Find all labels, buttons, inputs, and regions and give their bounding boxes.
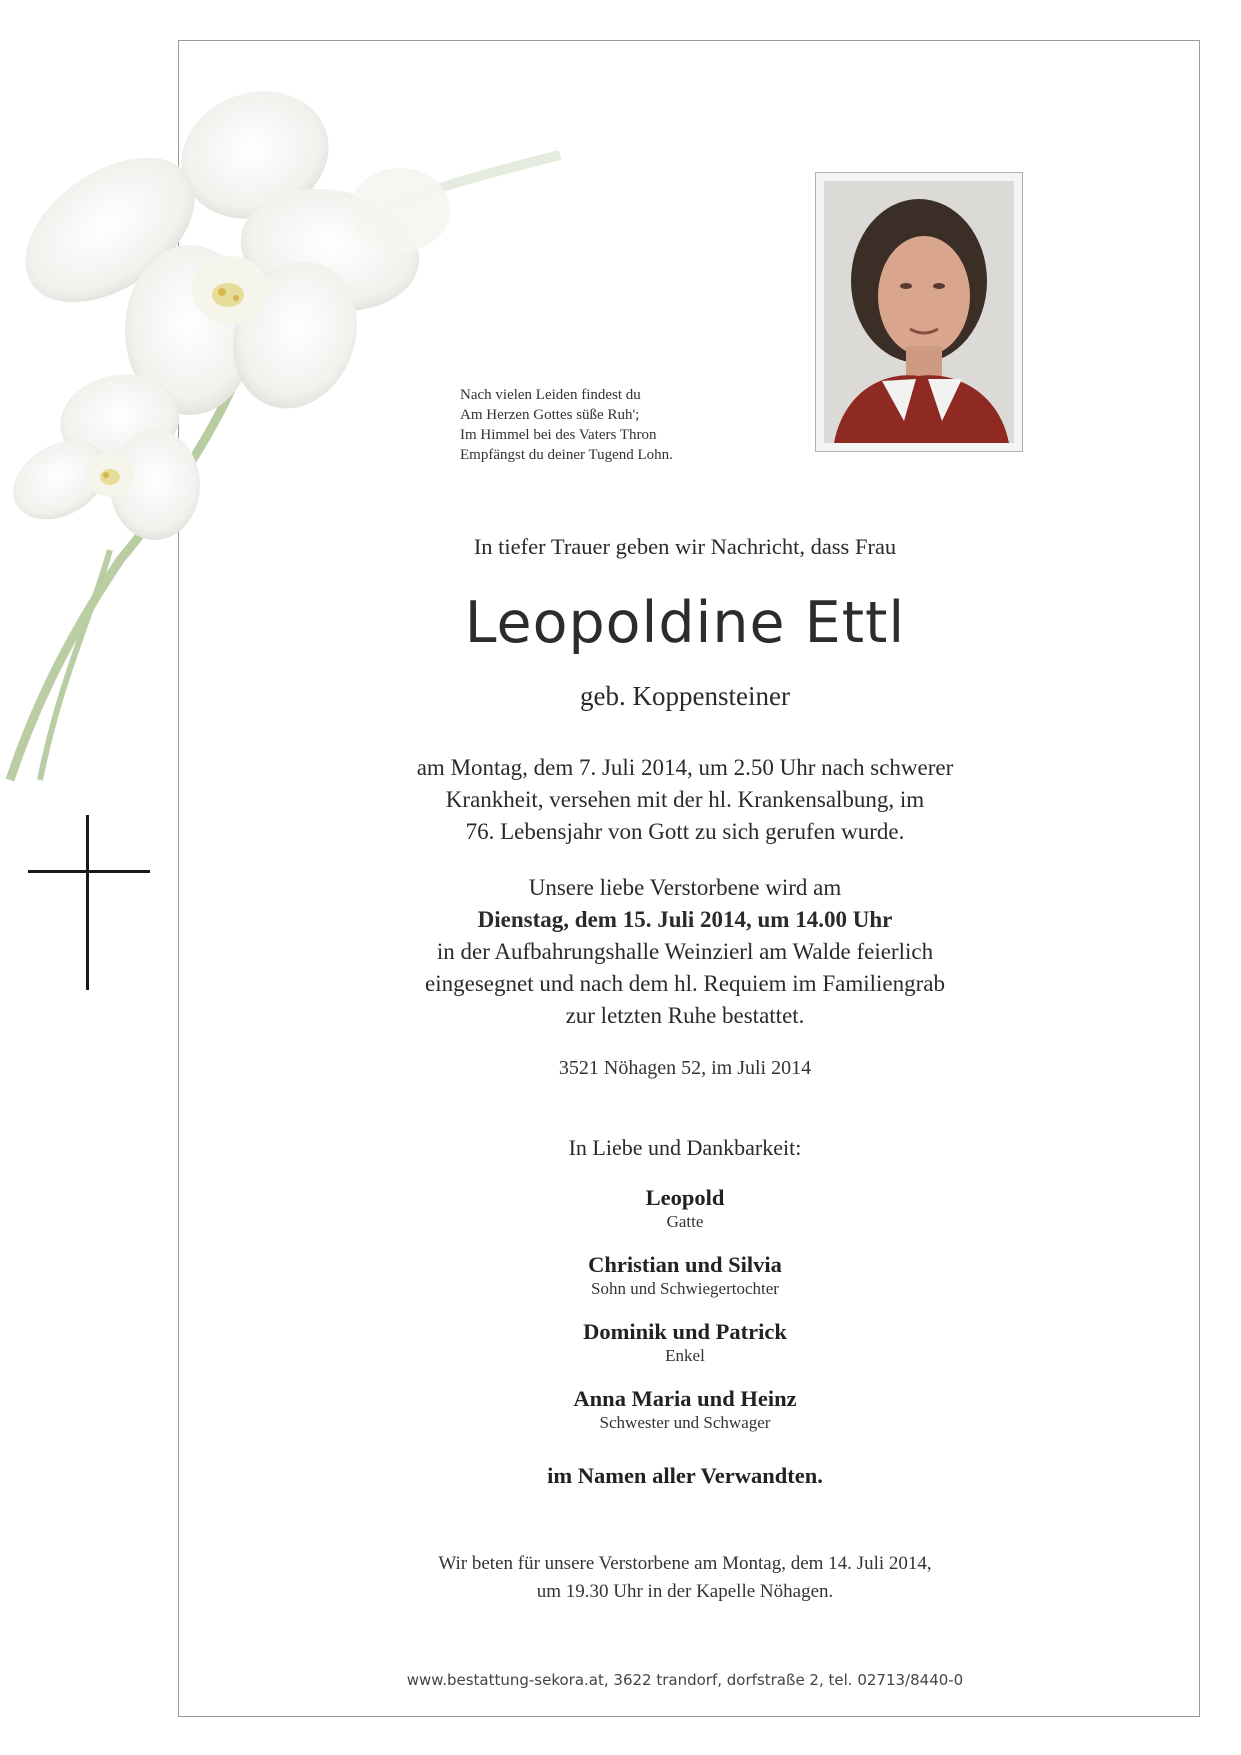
mourner-name: Anna Maria und Heinz (573, 1386, 797, 1411)
mourner-entry (330, 1251, 1040, 1299)
portrait-photo (815, 172, 1023, 452)
mourner-name: Christian und Silvia (588, 1252, 782, 1277)
death-notice (330, 752, 1040, 848)
deceased-name: Leopoldine Ettl (464, 590, 906, 656)
verse-line: Am Herzen Gottes süße Ruh'; (460, 407, 640, 423)
burial-date: Dienstag, dem 15. Juli 2014, um 14.00 Uhr (477, 907, 893, 932)
relatives-text: im Namen aller Verwandten. (547, 1463, 823, 1488)
prayer-notice (330, 1550, 1040, 1606)
mourner-entry (330, 1184, 1040, 1232)
mourner-relation: Enkel (665, 1346, 705, 1365)
mourner-name: Dominik und Patrick (583, 1319, 787, 1344)
thanks-heading: In Liebe und Dankbarkeit: (568, 1135, 802, 1160)
prayer-line: Wir beten für unsere Verstorbene am Montag, dem 14. Juli 2014, (438, 1553, 932, 1574)
mourner-relation: Gatte (666, 1212, 704, 1231)
mourner-name: Leopold (645, 1185, 725, 1210)
verse-line: Im Himmel bei des Vaters Thron (460, 427, 657, 443)
verse-line: Empfängst du deiner Tugend Lohn. (460, 447, 673, 463)
mourners-list (330, 1184, 1040, 1452)
intro-text: In tiefer Trauer geben wir Nachricht, dass Frau (473, 534, 897, 559)
death-notice-line: am Montag, dem 7. Juli 2014, um 2.50 Uhr nach schwerer (416, 755, 954, 780)
maiden-name: geb. Koppensteiner (580, 681, 790, 711)
death-notice-line: Krankheit, versehen mit der hl. Krankensalbung, im (445, 787, 925, 812)
burial-notice (330, 872, 1040, 1032)
cross-icon (28, 815, 150, 990)
burial-line: Unsere liebe Verstorbene wird am (528, 875, 842, 900)
death-notice-line: 76. Lebensjahr von Gott zu sich gerufen wurde. (465, 819, 905, 844)
mourner-entry (330, 1385, 1040, 1433)
verse-line: Nach vielen Leiden findest du (460, 387, 641, 403)
burial-line: in der Aufbahrungshalle Weinzierl am Walde feierlich (436, 939, 934, 964)
prayer-line: um 19.30 Uhr in der Kapelle Nöhagen. (536, 1581, 834, 1602)
mourner-relation: Schwester und Schwager (599, 1413, 771, 1432)
mourner-entry (330, 1318, 1040, 1366)
verse (460, 385, 790, 465)
footer-contact: www.bestattung-sekora.at, 3622 trandorf, dorfstraße 2, tel. 02713/8440-0 (406, 1671, 964, 1689)
place-date: 3521 Nöhagen 52, im Juli 2014 (558, 1057, 812, 1079)
mourner-relation: Sohn und Schwiegertochter (591, 1279, 779, 1298)
burial-line: zur letzten Ruhe bestattet. (565, 1003, 805, 1028)
burial-line: eingesegnet und nach dem hl. Requiem im Familiengrab (425, 971, 945, 996)
